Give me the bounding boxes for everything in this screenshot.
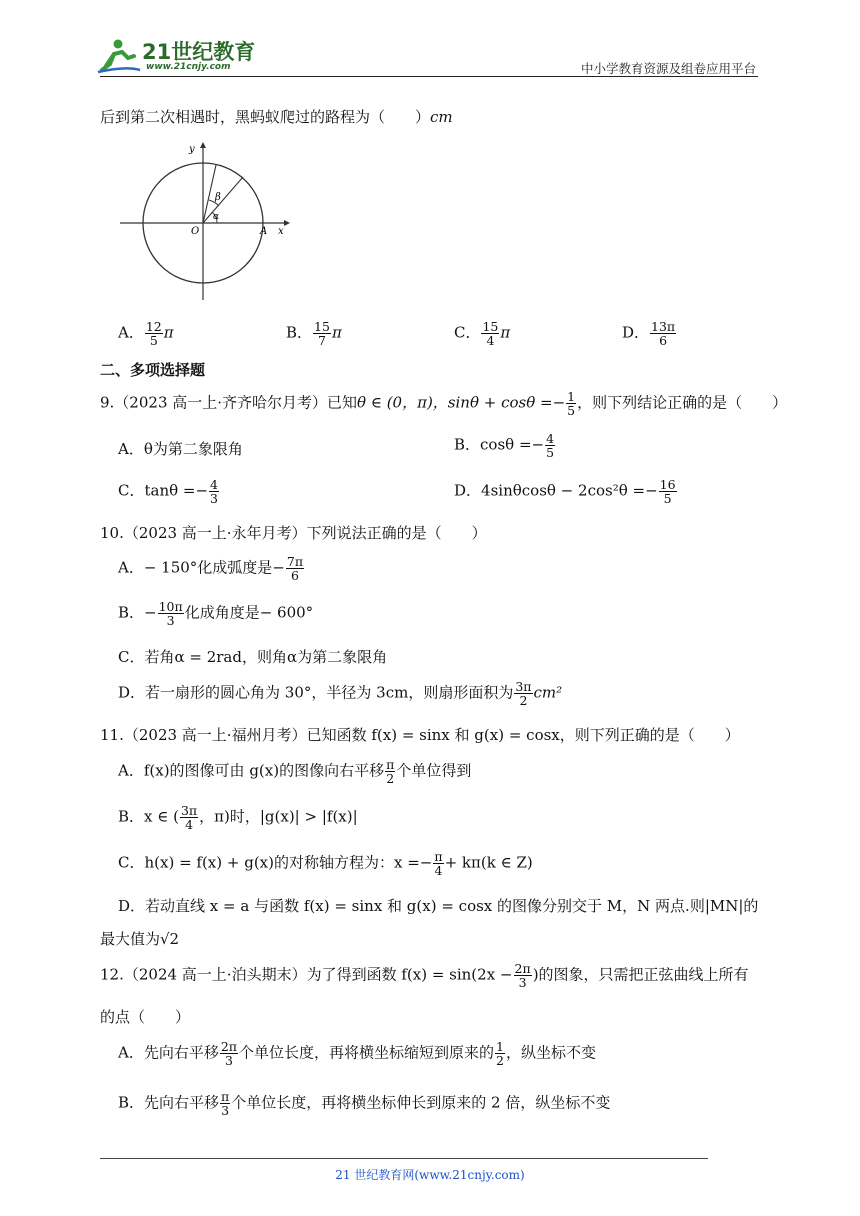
q11-option-d-cont: 最大值为√2 (100, 930, 180, 948)
q9-stem: 9.（2023 高一上·齐齐哈尔月考）已知θ ∈ (0，π)，sinθ + cosθ =− $\frac{1}{5}$ ，则下列结论正确的是（ ） (100, 389, 788, 418)
q10-option-a[interactable]: A．− 150°化成弧度是− $\frac{7\pi}{6}$ (118, 554, 304, 583)
q8-option-d[interactable]: D． $\frac{13\pi}{6}$ (622, 319, 676, 348)
beta-label: β (215, 192, 221, 203)
y-label: y (189, 144, 195, 155)
header-divider (100, 76, 758, 77)
footer-link[interactable]: 21 世纪教育网(www.21cnjy.com) (335, 1168, 525, 1182)
q10-option-d[interactable]: D．若一扇形的圆心角为 30°，半径为 3cm，则扇形面积为 $\frac{3\pi}{2}$ cm² (118, 679, 563, 708)
q11-option-b[interactable]: B．x ∈ ( $\frac{3\pi}{4}$ ，π)时，|g(x)| > |f(x)| (118, 803, 358, 832)
point-a-label: A (260, 226, 268, 237)
q12-stem: 12.（2024 高一上·泊头期末）为了得到函数 f(x) = sin(2x − $\frac{2\pi}{3}$ )的图象，只需把正弦曲线上所有 (100, 961, 749, 990)
site-logo (96, 36, 261, 76)
origin-label: O (191, 226, 200, 237)
q12-option-b[interactable]: B．先向右平移 $\frac{\pi}{3}$ 个单位长度，再将横坐标伸长到原来的 2 倍，纵坐标不变 (118, 1089, 611, 1118)
q10-stem: 10.（2023 高一上·永年月考）下列说法正确的是（ ） (100, 524, 487, 542)
unit-circle-figure (118, 140, 290, 302)
section-title-multiple-choice: 二、多项选择题 (100, 361, 206, 379)
q11-option-d[interactable]: D．若动直线 x = a 与函数 f(x) = sinx 和 g(x) = cosx 的图像分别交于 M，N 两点.则|MN|的 (118, 897, 759, 915)
q10-option-b[interactable]: B．− $\frac{10\pi}{3}$ 化成角度是− 600° (118, 599, 314, 628)
q9-option-a[interactable]: A．θ为第二象限角 (118, 440, 243, 458)
q12-stem-cont: 的点（ ） (100, 1008, 191, 1026)
q9-option-b[interactable]: B．cosθ =− $\frac{4}{5}$ (454, 431, 555, 460)
q10-option-c[interactable]: C．若角α = 2rad，则角α为第二象限角 (118, 648, 388, 666)
q9-option-d[interactable]: D．4sinθcosθ − 2cos²θ =− $\frac{16}{5}$ (454, 477, 676, 506)
q8-stem-tail: 后到第二次相遇时，黑蚂蚁爬过的路程为（ ）cm (100, 108, 453, 126)
header-platform-text: 中小学教育资源及组卷应用平台 (580, 61, 756, 76)
logo-url: www.21cnjy.com (146, 62, 231, 72)
x-label: x (278, 226, 284, 237)
q8-option-b[interactable]: B． $\frac{15}{7}$ π (286, 319, 342, 348)
q8-option-c[interactable]: C． $\frac{15}{4}$ π (454, 319, 511, 348)
q11-stem: 11.（2023 高一上·福州月考）已知函数 f(x) = sinx 和 g(x) = cosx，则下列正确的是（ ） (100, 726, 740, 744)
logo-text: 21世纪教育 (142, 40, 256, 64)
alpha-label: α (213, 212, 220, 222)
footer-divider (100, 1158, 708, 1159)
q8-option-a[interactable]: A． $\frac{12}{5}$ π (118, 319, 174, 348)
q11-option-c[interactable]: C．h(x) = f(x) + g(x)的对称轴方程为：x =− $\frac{\pi}{4}$ + kπ(k ∈ Z) (118, 849, 533, 878)
q12-option-a[interactable]: A．先向右平移 $\frac{2\pi}{3}$ 个单位长度，再将横坐标缩短到原来的 $\frac{1}{2}$ ，纵坐标不变 (118, 1039, 596, 1068)
q11-option-a[interactable]: A．f(x)的图像可由 g(x)的图像向右平移 $\frac{\pi}{2}$ 个单位得到 (118, 757, 472, 786)
q9-option-c[interactable]: C．tanθ =− $\frac{4}{3}$ (118, 477, 218, 506)
